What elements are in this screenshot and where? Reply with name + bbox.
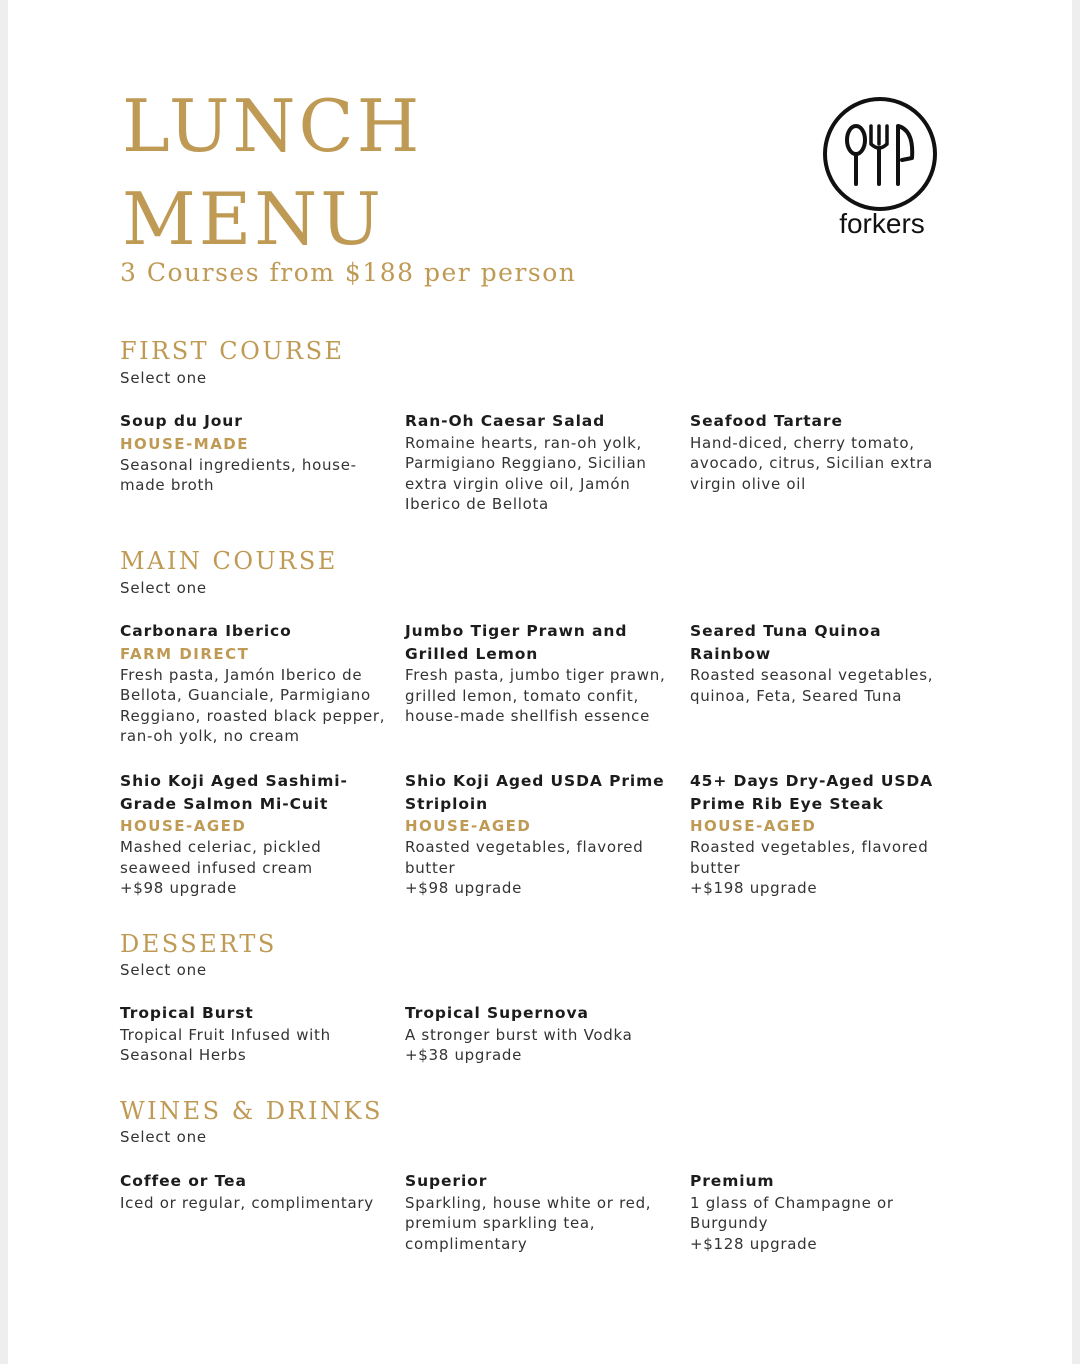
item-name: Tropical Supernova [405,1004,589,1022]
item-tag: HOUSE-MADE [120,434,249,453]
drinks-title: WINES & DRINKS [120,1097,383,1125]
main-course-title: MAIN COURSE [120,547,338,575]
first-course-subtitle: Select one [120,369,207,387]
item-name: 45+ Days Dry-Aged USDA Prime Rib Eye Steak [690,772,934,813]
menu-item [120,1002,390,1066]
item-description: Sparkling, house white or red, premium sparkling tea, complimentary [405,1193,652,1253]
menu-item [405,770,675,899]
brand-name: forkers [839,208,925,239]
item-upgrade-price: +$198 upgrade [690,879,818,898]
item-name: Soup du Jour [120,412,243,430]
item-description: 1 glass of Champagne or Burgundy [690,1193,894,1233]
item-description: Romaine hearts, ran-oh yolk, Parmigiano Reggiano, Sicilian extra virgin olive oil, Jamón Iberico de Bellota [405,433,647,514]
item-upgrade-price: +$98 upgrade [405,879,523,898]
menu-item [690,1170,960,1254]
item-name: Ran-Oh Caesar Salad [405,412,606,430]
brand-logo [822,96,942,246]
item-tag: HOUSE-AGED [405,817,532,836]
title-line-1: LUNCH [122,84,423,168]
item-upgrade-price: +$98 upgrade [120,879,238,898]
item-upgrade-price: +$38 upgrade [405,1046,523,1065]
menu-item [405,1002,675,1066]
item-description: Hand-diced, cherry tomato, avocado, citrus, Sicilian extra virgin olive oil [690,433,933,493]
item-name: Coffee or Tea [120,1172,247,1190]
item-name: Seafood Tartare [690,412,843,430]
item-description: Roasted seasonal vegetables, quinoa, Feta, Seared Tuna [690,666,934,705]
menu-item [405,410,675,515]
menu-item [120,770,390,899]
menu-page [8,0,1072,1364]
item-name: Shio Koji Aged USDA Prime Striploin [405,772,665,813]
item-description: Seasonal ingredients, house-made broth [120,455,357,495]
menu-item [405,1170,675,1254]
item-description: Mashed celeriac, pickled seaweed infused cream [120,838,322,877]
title-line-2: MENU [122,177,384,261]
menu-item [120,410,390,496]
menu-subtitle: 3 Courses from $188 per person [120,258,577,287]
item-name: Tropical Burst [120,1004,254,1022]
item-description: Iced or regular, complimentary [120,1193,374,1212]
item-upgrade-price: +$128 upgrade [690,1234,818,1253]
item-description: Fresh pasta, jumbo tiger prawn, grilled lemon, tomato confit, house-made shellfish essence [405,666,666,726]
menu-item [120,1170,390,1213]
item-tag: HOUSE-AGED [690,817,817,836]
item-description: Roasted vegetables, flavored butter [405,838,644,877]
drinks-subtitle: Select one [120,1128,207,1146]
menu-title [122,80,422,266]
item-description: Roasted vegetables, flavored butter [690,838,929,877]
item-name: Shio Koji Aged Sashimi-Grade Salmon Mi-Cuit [120,772,348,813]
menu-item [690,620,960,706]
menu-item [690,410,960,494]
item-name: Premium [690,1172,775,1190]
menu-item [405,620,675,727]
first-course-title: FIRST COURSE [120,337,345,365]
item-name: Jumbo Tiger Prawn and Grilled Lemon [405,622,628,663]
item-description: A stronger burst with Vodka [405,1025,633,1044]
item-tag: HOUSE-AGED [120,817,247,836]
item-name: Superior [405,1172,488,1190]
item-description: Tropical Fruit Infused with Seasonal Herbs [120,1025,331,1065]
menu-item [690,770,960,899]
fork-knife-spoon-circle-icon [822,96,942,216]
item-description: Fresh pasta, Jamón Iberico de Bellota, Guanciale, Parmigiano Reggiano, roasted black pepper, ran-oh yolk, no cream [120,665,386,746]
desserts-subtitle: Select one [120,961,207,979]
item-name: Seared Tuna Quinoa Rainbow [690,622,882,663]
desserts-title: DESSERTS [120,930,277,958]
menu-item [120,620,390,747]
item-tag: FARM DIRECT [120,644,250,663]
item-name: Carbonara Iberico [120,622,292,640]
main-course-subtitle: Select one [120,579,207,597]
